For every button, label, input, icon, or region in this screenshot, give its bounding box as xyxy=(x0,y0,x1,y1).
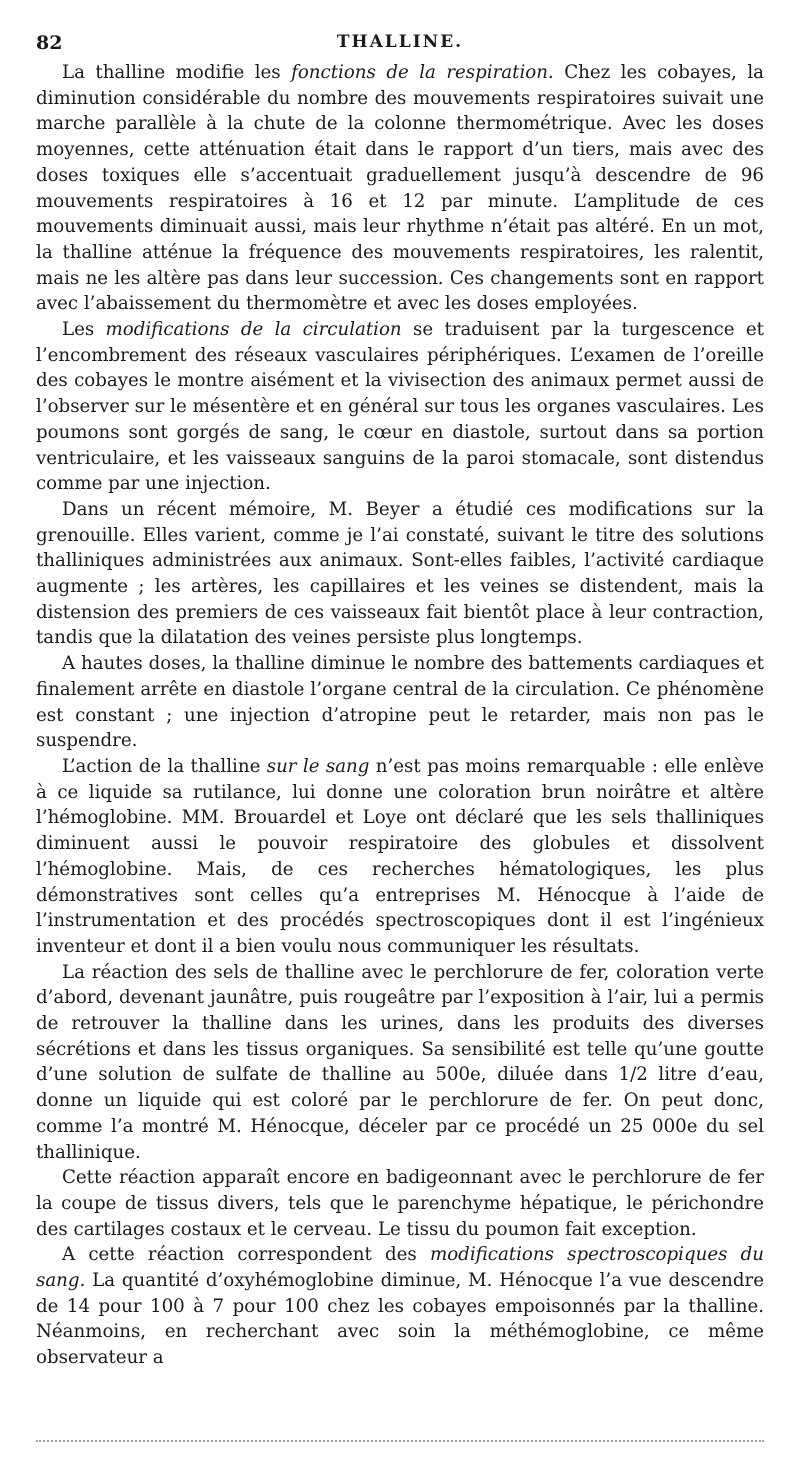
text-run: Les xyxy=(62,319,106,341)
running-head: THALLINE. xyxy=(336,32,464,52)
text-run: A hautes doses, la thalline diminue le nombre des battements cardiaques et finalement arrête en diastole l’organe central de la circulation. Ce phénomène est constant ; une injection d’atropine peut le retarder, mais non pas le suspendre. xyxy=(36,653,764,752)
text-run: Cette réaction apparaît encore en badigeonnant avec le perchlorure de fer la coupe de tissus divers, tels que le parenchyme hépatique, le périchondre des cartilages costaux et le cerveau. Le tissu du poumon fait exception. xyxy=(36,1167,764,1240)
italic-phrase: sur le sang xyxy=(266,755,370,777)
page-header xyxy=(36,24,764,60)
body-text xyxy=(36,60,764,1371)
italic-phrase: modifications spectroscopiques du sang. xyxy=(36,1244,764,1292)
paragraph xyxy=(36,651,764,754)
paragraph xyxy=(36,754,764,960)
text-run: La quantité d’oxyhémoglobine diminue, M. Hénocque l’a vue descendre de 14 pour 100 à 7 pour 100 chez les cobayes empoisonnés par la thalline. Néanmoins, en recherchant avec soin la méthémoglobine, ce même observateur a xyxy=(36,1270,764,1369)
text-run: n’est pas moins remarquable : elle enlève à ce liquide sa rutilance, lui donne une coloration brun noirâtre et altère l’hémoglobine. MM. Brouardel et Loye ont déclaré que les sels thalliniques diminuent aussi le pouvoir respiratoire des globules et dissolvent l’hémoglobine. Mais, de ces recherches hématologiques, les plus démonstratives sont celles qu’a entreprises M. Hénocque à l’aide de l’instrumentation et des procédés spectroscopiques dont il est l’ingénieux inventeur et dont il a bien voulu nous communiquer les résultats. xyxy=(36,755,764,957)
text-run: se traduisent par la turgescence et l’encombrement des réseaux vasculaires périphériques. L’examen de l’oreille des cobayes le montre aisément et la vivisection des animaux permet aussi de l’observer sur le mésentère et en général sur tous les organes vasculaires. Les poumons sont gorgés de sang, le cœur en diastole, surtout dans sa portion ventriculaire, et les vaisseaux sanguins de la paroi stomacale, sont distendus comme par une injection. xyxy=(36,319,764,495)
text-run: L’action de la thalline xyxy=(62,755,267,777)
text-run: A cette réaction correspondent des xyxy=(62,1244,430,1266)
page-number: 82 xyxy=(36,32,63,54)
paragraph xyxy=(36,960,764,1166)
text-run: Chez les cobayes, la diminution considérable du nombre des mouvements respiratoires suivait une marche parallèle à la chute de la colonne thermométrique. Avec les doses moyennes, cette atténuation était dans le rapport d’un tiers, mais avec des doses toxiques elle s’accentuait graduellement jusqu’à descendre de 96 mouvements respiratoires à 16 et 12 par minute. L’amplitude de ces mouvements diminuait aussi, mais leur rhythme n’était pas altéré. En un mot, la thalline atténue la fréquence des mouvements respiratoires, les ralentit, mais ne les altère pas dans leur succession. Ces changements sont en rapport avec l’abaissement du thermomètre et avec les doses employées. xyxy=(36,62,764,315)
paragraph xyxy=(36,497,764,651)
paragraph xyxy=(36,317,764,497)
italic-phrase: fonctions de la respiration. xyxy=(291,62,554,83)
text-run: La réaction des sels de thalline avec le perchlorure de fer, coloration verte d’abord, devenant jaunâtre, puis rougeâtre par l’exposition à l’air, lui a permis de retrouver la thalline dans les urines, dans les produits des diverses sécrétions et dans les tissus organiques. Sa sensibilité est telle qu’une goutte d’une solution de sulfate de thalline au 500e, diluée dans 1/2 litre d’eau, donne un liquide qui est coloré par le perchlorure de fer. On peut donc, comme l’a montré M. Hénocque, déceler par ce procédé un 25 000e du sel thallinique. xyxy=(36,961,764,1163)
paragraph xyxy=(36,60,764,317)
paragraph xyxy=(36,1242,764,1371)
paragraph xyxy=(36,1165,764,1242)
bottom-dotted-rule xyxy=(36,1440,764,1442)
text-run: Dans un récent mémoire, M. Beyer a étudié ces modifications sur la grenouille. Elles varient, comme je l’ai constaté, suivant le titre des solutions thalliniques administrées aux animaux. Sont-elles faibles, l’activité cardiaque augmente ; les artères, les capillaires et les veines se distendent, mais la distension des premiers de ces vaisseaux fait bientôt place à leur contraction, tandis que la dilatation des veines persiste plus longtemps. xyxy=(36,498,764,649)
italic-phrase: modifications de la circulation xyxy=(105,319,402,341)
text-run: La thalline modifie les xyxy=(62,62,292,83)
